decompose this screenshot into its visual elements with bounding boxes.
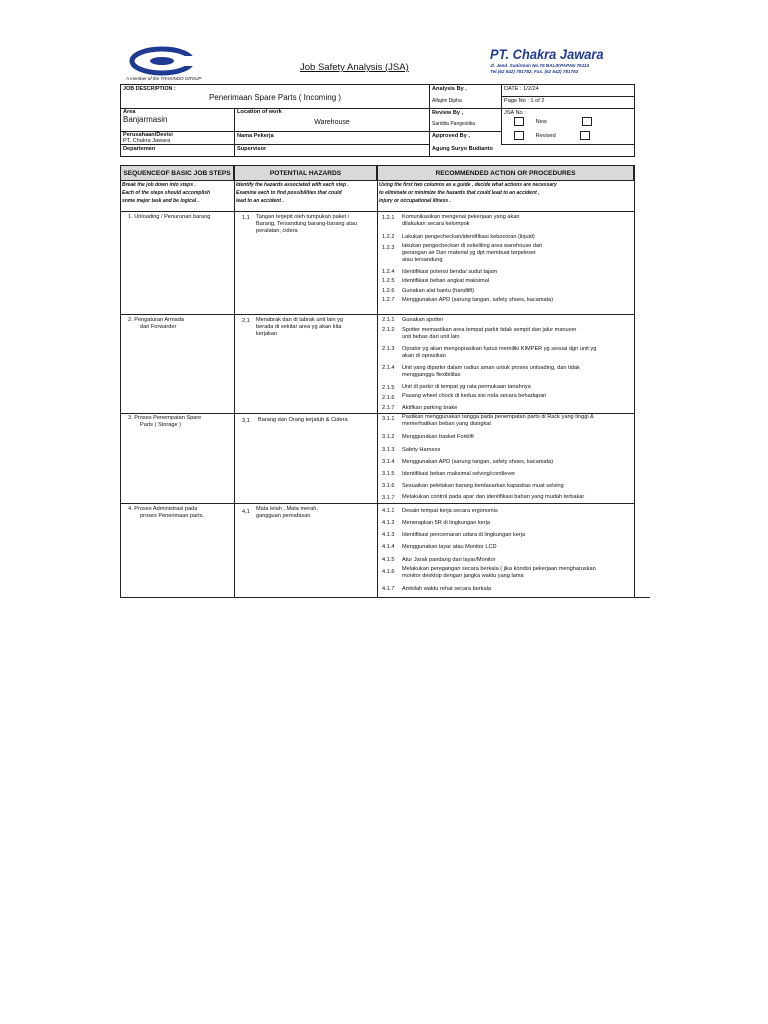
revised-checkbox-2[interactable] xyxy=(580,131,590,140)
action-text: Spotter memastikan area tempat parkir tidak sempit dan jalur manuver unit bebas dari unit lain xyxy=(402,327,577,340)
revised-checkbox[interactable] xyxy=(514,131,524,140)
approved-by-value: Agung Suryo Budianto xyxy=(432,146,493,152)
action-text: Pastikan menggunakan tangga pada penempatan parts di Rack yang tinggi & memerhatikan beban yang diangkat xyxy=(402,414,594,427)
action-number: 3.1.4 xyxy=(382,459,395,465)
action-number: 2.1.5 xyxy=(382,385,395,391)
action-text: Unit di parkir di tempat yg rata permukaan tanahnya xyxy=(402,384,531,390)
action-text: Identifikasi beban maksimal selving/contilever xyxy=(402,471,516,477)
action-number: 2.1.2 xyxy=(382,327,395,333)
step-1: 1. Unloading / Penurunan barang xyxy=(128,214,211,220)
action-text: Menggunakan APD (sarung tangan, safety shoes, kacamata) xyxy=(402,459,554,465)
action-text: Safety Harness xyxy=(402,447,441,453)
location-label: Location of work xyxy=(237,109,282,115)
company-value: PT. Chakra Jawara xyxy=(123,138,171,144)
action-text: Menggunakan basket Forklift xyxy=(402,434,474,440)
info-table xyxy=(120,84,635,157)
analysis-by-value: Alfajrin Dipha xyxy=(432,97,462,104)
step-2: 2. Pengaturan Armada dari Forwarder xyxy=(128,317,184,330)
job-description-label: JOB DESCRIPTION : xyxy=(123,86,176,92)
location-value: Warehouse xyxy=(314,119,350,126)
company-name: PT. Chakra Jawara xyxy=(490,46,604,62)
action-text: Melakukan control pada apar dan identifikasi bahan yang mudah terbakar xyxy=(402,494,585,500)
action-number: 4.1.1 xyxy=(382,508,395,514)
hazards-column-header: POTENTIAL HAZARDS xyxy=(234,165,377,181)
action-text: Unit yang diparkir dalam radius aman untuk proses unloading, dan tidak mengganggu flexibilitas xyxy=(402,365,580,378)
actions-column-header: RECOMMENDED ACTION OR PROCEDURES xyxy=(377,165,634,181)
action-text: Identifikasi pencemaran udara di lingkungan kerja xyxy=(402,532,526,538)
action-number: 4.1.4 xyxy=(382,544,395,550)
grid-line xyxy=(120,165,121,597)
action-number: 3.1.3 xyxy=(382,447,395,453)
review-by-value: Saridita Pangestika xyxy=(432,121,476,127)
action-text: Identifikasi potensi benda/ sudut tajam xyxy=(402,269,498,275)
company-phone: Tel.(62 542) 781782, Fax. (62 542) 781763 xyxy=(490,69,579,74)
action-number: 2.1.3 xyxy=(382,346,395,352)
hazard-number: 4,1 xyxy=(242,509,250,515)
action-text: Oprator yg akan mengoprasikan harus memiliki KIMPER yg sesuai dgn unit yg akan di oprasikan xyxy=(402,346,597,359)
logo-caption: A member of the TRAKINDO GROUP xyxy=(126,76,202,81)
document-title: Job Safety Analysis (JSA) xyxy=(300,62,409,73)
grid-line xyxy=(120,503,634,504)
hazard-3: Barang dan Orang terjatuh & Cidera xyxy=(258,417,348,423)
action-text: Gunakan spotter xyxy=(402,317,444,323)
action-number: 3.1.6 xyxy=(382,483,395,489)
grid-line xyxy=(120,211,634,212)
action-number: 4.1.6 xyxy=(382,569,395,575)
new-label: New xyxy=(535,118,547,125)
action-number: 4.1.7 xyxy=(382,586,395,592)
action-text: Sesuaikan peletakan barang berdasarkan kapasitas muat selving xyxy=(402,483,564,489)
action-text: Komunikasikan mengenai pekerjaan yang akan dilakukan secara kelompok xyxy=(402,214,520,227)
action-text: Atur Jarak pandang dari layar/Monitor xyxy=(402,557,496,563)
grid-line xyxy=(120,314,634,315)
action-number: 1.2.1 xyxy=(382,215,395,221)
review-by-label: Review By , xyxy=(432,110,464,116)
company-address: Jl. Jend. Sudirman No.76 BALIKPAPAN 76114 xyxy=(490,63,590,68)
action-number: 3.1.5 xyxy=(382,471,395,477)
action-text: Pasang wheel chock di kedua sisi roda secara behadapan xyxy=(402,393,547,399)
grid-line xyxy=(377,181,378,597)
worker-label: Nama Pekerja xyxy=(237,133,274,139)
action-number: 3.1.2 xyxy=(382,434,395,440)
page-number: Page No : 1 of 2 xyxy=(504,98,545,104)
jsa-no-label: JSA No : xyxy=(504,110,526,116)
company-label: Perusahaan/Devisi xyxy=(123,132,173,138)
action-number: 1.2.5 xyxy=(382,278,395,284)
action-text: Menggunakan APD (sarung tangan, safety shoes, kacamata) xyxy=(402,297,554,303)
action-text: Ambilah waktu rehat secara berkala xyxy=(402,586,491,592)
grid-line xyxy=(234,181,235,597)
action-number: 4.1.2 xyxy=(382,520,395,526)
hazards-column-note: Identify the hazards associated with each step . Examine each to find possibilities that could lead to an accident . xyxy=(236,182,349,204)
action-number: 3.1.1 xyxy=(382,416,395,422)
step-3: 3. Proses Penempatan Spare Parts ( Storage ) xyxy=(128,415,202,428)
new-checkbox[interactable] xyxy=(514,117,524,126)
new-checkbox-2[interactable] xyxy=(582,117,592,126)
action-number: 4.1.5 xyxy=(382,557,395,563)
action-number: 1.2.3 xyxy=(382,245,395,251)
action-number: 2.1.6 xyxy=(382,395,395,401)
action-text: Aktifkan parking brake xyxy=(402,405,458,411)
area-label: Area xyxy=(123,109,136,115)
action-number: 1.2.6 xyxy=(382,288,395,294)
hazard-number: 3,1 xyxy=(242,418,250,424)
action-number: 2.1.4 xyxy=(382,365,395,371)
revised-label: Revised xyxy=(535,132,556,139)
actions-column-note: Using the first two columns as a guide , decide what actions are necessary to eliminate or minimize the hazards that could lead to an accident , injury or occupational illness . xyxy=(379,182,557,204)
date-field: DATE : 1/2/24 xyxy=(504,86,539,92)
grid-line xyxy=(634,165,635,597)
area-value: Banjarmasin xyxy=(123,115,168,124)
action-number: 2.1.1 xyxy=(382,317,395,323)
department-label: Departemen xyxy=(123,146,156,152)
action-text: lakukan pengecheckan di sekeliling area warehouse dari genangan air Dan material yg dpt membuat terpeleset atau tersandung xyxy=(402,243,543,263)
action-text: Menggunakan layar atau Monitor LCD xyxy=(402,544,497,550)
action-text: Gunakan alat bantu (handlift) xyxy=(402,288,475,294)
action-text: Menerapkan 5R di lingkungan kerja xyxy=(402,520,491,526)
hazard-number: 2,1 xyxy=(242,318,250,324)
action-number: 1.2.4 xyxy=(382,269,395,275)
action-number: 3.1.7 xyxy=(382,495,395,501)
approved-by-label: Approved By , xyxy=(432,133,470,139)
grid-line xyxy=(120,597,650,598)
analysis-by-label: Analysis By , xyxy=(432,86,467,92)
action-number: 2.1.7 xyxy=(382,405,395,411)
supervisor-label: Supervisor xyxy=(237,146,267,152)
hazard-number: 1,1 xyxy=(242,215,250,221)
step-4: 4. Proses Administrasi pada proses Penerimaan parts. xyxy=(128,506,205,519)
steps-column-note: Break the job down into steps . Each of the steps should accomplish some major task and be logical . xyxy=(122,182,211,204)
action-number: 1.2.7 xyxy=(382,297,395,303)
hazard-2: Menabrak dan di tabrak unit lain yg berada di sekitar area yg akan kita kerjakan xyxy=(256,317,344,337)
action-text: Lakukan pengecheckan/identifikasi kebocoran (liquid) xyxy=(402,234,535,240)
action-text: Desain tempat kerja secara ergonomis xyxy=(402,508,498,514)
action-text: Melakukan peregangan secara berkala ( jika kondisi pekerjaan mengharuskan monitor desktop dengan jangka waktu yang lama xyxy=(402,566,596,579)
job-description-value: Penerimaan Spare Parts ( Incoming ) xyxy=(208,93,342,102)
action-text: Identifikasi beban angkat maksimal xyxy=(402,278,490,284)
steps-column-header: SEQUENCEOF BASIC JOB STEPS xyxy=(120,165,234,181)
action-number: 1.2.2 xyxy=(382,234,395,240)
action-number: 4.1.3 xyxy=(382,532,395,538)
hazard-1: Tangan terjepit oleh tumpukan paket / Barang, Tersandung barang-barang atau peralatan, cidera xyxy=(256,214,357,234)
hazard-4: Mata lelah , Mata merah, gangguan pernafasan xyxy=(256,506,318,519)
